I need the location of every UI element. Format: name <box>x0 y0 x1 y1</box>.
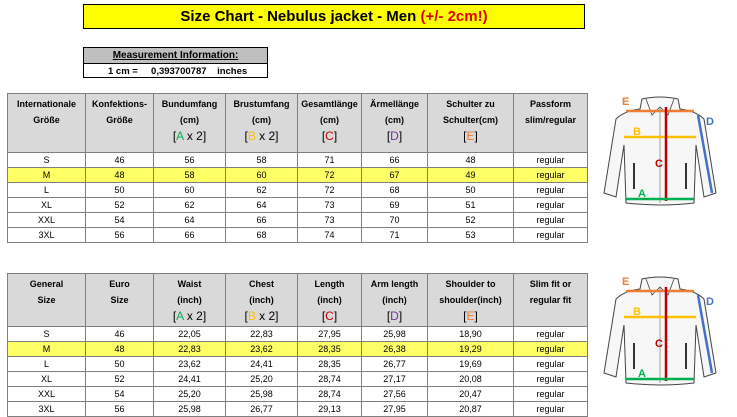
table-cell: regular <box>514 168 588 183</box>
table-cell: 56 <box>86 228 154 243</box>
table-cell: 27,95 <box>362 402 428 417</box>
header-line: Größe <box>106 115 133 125</box>
table-cell: 23,62 <box>226 342 298 357</box>
table-cell: 22,05 <box>154 327 226 342</box>
table-cell: 26,77 <box>226 402 298 417</box>
table-cell: 74 <box>298 228 362 243</box>
measure-code <box>154 128 225 144</box>
header-line: General <box>29 279 64 289</box>
page-title <box>83 4 585 29</box>
measure-letter: D <box>390 129 399 143</box>
measure-bracket: [ <box>172 129 177 143</box>
table-cell: 50 <box>86 183 154 198</box>
header-line: Size <box>110 295 129 305</box>
table-cell: 24,41 <box>154 372 226 387</box>
measure-bracket: ] <box>474 129 478 143</box>
measure-bracket: [ <box>172 309 177 323</box>
table-cell: regular <box>514 342 588 357</box>
table-cell: 25,20 <box>154 387 226 402</box>
table-cell: 52 <box>86 198 154 213</box>
header-line: Slim fit or <box>529 279 572 289</box>
table-cell: 73 <box>298 198 362 213</box>
table-cell: 22,83 <box>226 327 298 342</box>
size-table-cm <box>7 93 588 243</box>
measure-letter: C <box>325 129 334 143</box>
table-cell: 22,83 <box>154 342 226 357</box>
title-text: Size Chart - Nebulus jacket - Men <box>180 8 417 25</box>
table-cell: 60 <box>226 168 298 183</box>
header-line: (inch) <box>382 295 407 305</box>
header-line: Brustumfang <box>233 99 290 109</box>
column-header <box>86 274 154 327</box>
table-cell: 48 <box>428 153 514 168</box>
table-cell: 20,87 <box>428 402 514 417</box>
measure-code <box>428 308 513 324</box>
header-line: Schulter(cm) <box>442 115 498 125</box>
header-line: Size <box>37 295 56 305</box>
table-cell: XL <box>8 198 86 213</box>
measure-letter: E <box>466 309 475 323</box>
table-cell: 26,38 <box>362 342 428 357</box>
measure-bracket: ] <box>474 309 478 323</box>
column-header <box>514 94 588 153</box>
table-row <box>8 387 588 402</box>
label-d: D <box>706 296 714 308</box>
measure-bracket: ] <box>398 129 403 143</box>
measure-letter: E <box>466 129 475 143</box>
table-cell: 56 <box>154 153 226 168</box>
table-cell: 50 <box>86 357 154 372</box>
table-cell: XXL <box>8 213 86 228</box>
column-header <box>86 94 154 153</box>
measure-bracket: ] <box>333 309 338 323</box>
table-cell: 28,74 <box>298 372 362 387</box>
measure-code <box>298 308 361 324</box>
jacket-illustration <box>604 277 716 385</box>
table-cell: 46 <box>86 153 154 168</box>
jacket-illustration <box>604 97 716 205</box>
table-row <box>8 198 588 213</box>
table-cell: 67 <box>362 168 428 183</box>
header-line: (cm) <box>251 115 271 125</box>
header-line: (cm) <box>319 115 339 125</box>
header-row <box>8 94 588 153</box>
table-row <box>8 153 588 168</box>
table-cell: 48 <box>86 342 154 357</box>
measure-bracket: [ <box>244 129 248 143</box>
measure-letter: A <box>176 309 184 323</box>
header-line: Internationale <box>16 99 76 109</box>
table-cell: 72 <box>298 183 362 198</box>
table-cell: 68 <box>226 228 298 243</box>
column-header <box>362 94 428 153</box>
table-cell: 66 <box>226 213 298 228</box>
measure-bracket: x 2] <box>255 129 279 143</box>
table-cell: 28,35 <box>298 357 362 372</box>
table-cell: 52 <box>428 213 514 228</box>
column-header <box>226 94 298 153</box>
table-cell: L <box>8 357 86 372</box>
table-cell: 72 <box>298 168 362 183</box>
table-cell: 3XL <box>8 402 86 417</box>
jacket-diagram-cm <box>600 93 720 211</box>
table-cell: 58 <box>154 168 226 183</box>
measure-bracket: x 2] <box>255 309 279 323</box>
measure-code <box>362 128 427 144</box>
jacket-diagram-inch <box>600 273 720 391</box>
table-cell: regular <box>514 183 588 198</box>
label-c: C <box>655 158 663 170</box>
size-table-inch <box>7 273 588 417</box>
header-line: Shoulder to <box>445 279 496 289</box>
header-line: Length <box>314 279 345 289</box>
header-line: Bundumfang <box>161 99 218 109</box>
column-header <box>154 274 226 327</box>
column-header <box>298 94 362 153</box>
table-cell: 49 <box>428 168 514 183</box>
column-header <box>8 274 86 327</box>
table-cell: 25,98 <box>362 327 428 342</box>
column-header <box>514 274 588 327</box>
table-cell: regular <box>514 213 588 228</box>
table-cell: 25,98 <box>226 387 298 402</box>
table-cell: 56 <box>86 402 154 417</box>
table-cell: 71 <box>362 228 428 243</box>
table-cell: 71 <box>298 153 362 168</box>
label-b: B <box>633 126 641 138</box>
table-cell: 48 <box>86 168 154 183</box>
table-cell: M <box>8 342 86 357</box>
measure-letter: B <box>247 309 256 323</box>
header-line: shoulder(inch) <box>439 295 502 305</box>
table-row <box>8 372 588 387</box>
table-cell: L <box>8 183 86 198</box>
table-cell: 64 <box>226 198 298 213</box>
table-cell: 29,13 <box>298 402 362 417</box>
header-line: Chest <box>248 279 274 289</box>
table-cell: 53 <box>428 228 514 243</box>
header-line: (cm) <box>384 115 404 125</box>
measure-bracket: [ <box>463 309 467 323</box>
table-cell: 70 <box>362 213 428 228</box>
column-header <box>8 94 86 153</box>
measure-bracket: [ <box>321 309 326 323</box>
label-c: C <box>655 338 663 350</box>
measure-bracket: ] <box>333 129 338 143</box>
header-line: regular fit <box>529 295 572 305</box>
table-cell: regular <box>514 387 588 402</box>
table-cell: M <box>8 168 86 183</box>
table-cell: 73 <box>298 213 362 228</box>
header-line: Waist <box>177 279 202 289</box>
table-cell: 27,56 <box>362 387 428 402</box>
table-row <box>8 183 588 198</box>
table-cell: 58 <box>226 153 298 168</box>
column-header <box>428 274 514 327</box>
title-tolerance: (+/- 2cm!) <box>416 8 488 25</box>
label-a: A <box>638 188 646 200</box>
header-line: slim/regular <box>524 115 577 125</box>
measure-bracket: x 2] <box>183 309 207 323</box>
table-cell: 54 <box>86 213 154 228</box>
label-e: E <box>622 276 630 288</box>
table-cell: 68 <box>362 183 428 198</box>
table-cell: 66 <box>154 228 226 243</box>
measure-bracket: x 2] <box>183 129 207 143</box>
measure-bracket: [ <box>244 309 248 323</box>
measure-bracket: [ <box>386 129 391 143</box>
label-d: D <box>706 116 714 128</box>
header-line: (cm) <box>179 115 199 125</box>
table-row <box>8 168 588 183</box>
table-cell: regular <box>514 357 588 372</box>
header-line: Arm length <box>370 279 419 289</box>
measure-code <box>226 128 297 144</box>
header-line: Gesamtlänge <box>301 99 358 109</box>
table-cell: 51 <box>428 198 514 213</box>
table-cell: 23,62 <box>154 357 226 372</box>
measurement-info <box>83 47 268 78</box>
header-line: Schulter zu <box>446 99 495 109</box>
table-cell: regular <box>514 402 588 417</box>
table-cell: 62 <box>154 198 226 213</box>
table-cell: 19,69 <box>428 357 514 372</box>
table-row <box>8 327 588 342</box>
table-cell: regular <box>514 228 588 243</box>
measurement-value: 1 cm = 0,393700787 inches <box>108 66 248 77</box>
header-line: Konfektions- <box>92 99 147 109</box>
table-cell: XXL <box>8 387 86 402</box>
table-cell: 27,95 <box>298 327 362 342</box>
table-cell: 52 <box>86 372 154 387</box>
measure-bracket: [ <box>463 129 467 143</box>
table-cell: regular <box>514 198 588 213</box>
measure-bracket: [ <box>386 309 391 323</box>
header-line: (inch) <box>317 295 342 305</box>
measure-code <box>154 308 225 324</box>
table-cell: regular <box>514 327 588 342</box>
table-cell: 60 <box>154 183 226 198</box>
measure-letter: B <box>247 129 256 143</box>
column-header <box>362 274 428 327</box>
column-header <box>298 274 362 327</box>
table-cell: 24,41 <box>226 357 298 372</box>
header-line: (inch) <box>249 295 274 305</box>
label-e: E <box>622 96 630 108</box>
label-a: A <box>638 368 646 380</box>
table-cell: 64 <box>154 213 226 228</box>
measure-code <box>428 128 513 144</box>
table-cell: 20,08 <box>428 372 514 387</box>
column-header <box>428 94 514 153</box>
column-header <box>154 94 226 153</box>
measure-bracket: ] <box>398 309 403 323</box>
table-row <box>8 213 588 228</box>
table-cell: S <box>8 153 86 168</box>
table-row <box>8 342 588 357</box>
table-cell: 50 <box>428 183 514 198</box>
table-cell: 25,20 <box>226 372 298 387</box>
table-cell: 27,17 <box>362 372 428 387</box>
table-cell: 19,29 <box>428 342 514 357</box>
table-row <box>8 402 588 417</box>
table-cell: 28,35 <box>298 342 362 357</box>
measure-bracket: [ <box>321 129 326 143</box>
table-cell: regular <box>514 372 588 387</box>
measure-letter: D <box>390 309 399 323</box>
header-line: Passform <box>529 99 572 109</box>
table-cell: 66 <box>362 153 428 168</box>
measure-code <box>298 128 361 144</box>
column-header <box>226 274 298 327</box>
table-cell: 62 <box>226 183 298 198</box>
table-cell: 25,98 <box>154 402 226 417</box>
label-b: B <box>633 306 641 318</box>
table-cell: 54 <box>86 387 154 402</box>
table-row <box>8 228 588 243</box>
header-line: (inch) <box>177 295 202 305</box>
header-line: Euro <box>109 279 130 289</box>
measure-code <box>226 308 297 324</box>
table-cell: 26,77 <box>362 357 428 372</box>
measurement-header: Measurement Information: <box>84 48 267 64</box>
table-row <box>8 357 588 372</box>
table-cell: S <box>8 327 86 342</box>
header-line: Ärmellänge <box>369 99 420 109</box>
header-row <box>8 274 588 327</box>
table-cell: regular <box>514 153 588 168</box>
measure-code <box>362 308 427 324</box>
measure-letter: C <box>325 309 334 323</box>
table-cell: 3XL <box>8 228 86 243</box>
table-cell: 18,90 <box>428 327 514 342</box>
table-cell: XL <box>8 372 86 387</box>
table-cell: 46 <box>86 327 154 342</box>
header-line: Größe <box>33 115 60 125</box>
table-cell: 69 <box>362 198 428 213</box>
measure-letter: A <box>176 129 184 143</box>
table-cell: 28,74 <box>298 387 362 402</box>
table-cell: 20,47 <box>428 387 514 402</box>
